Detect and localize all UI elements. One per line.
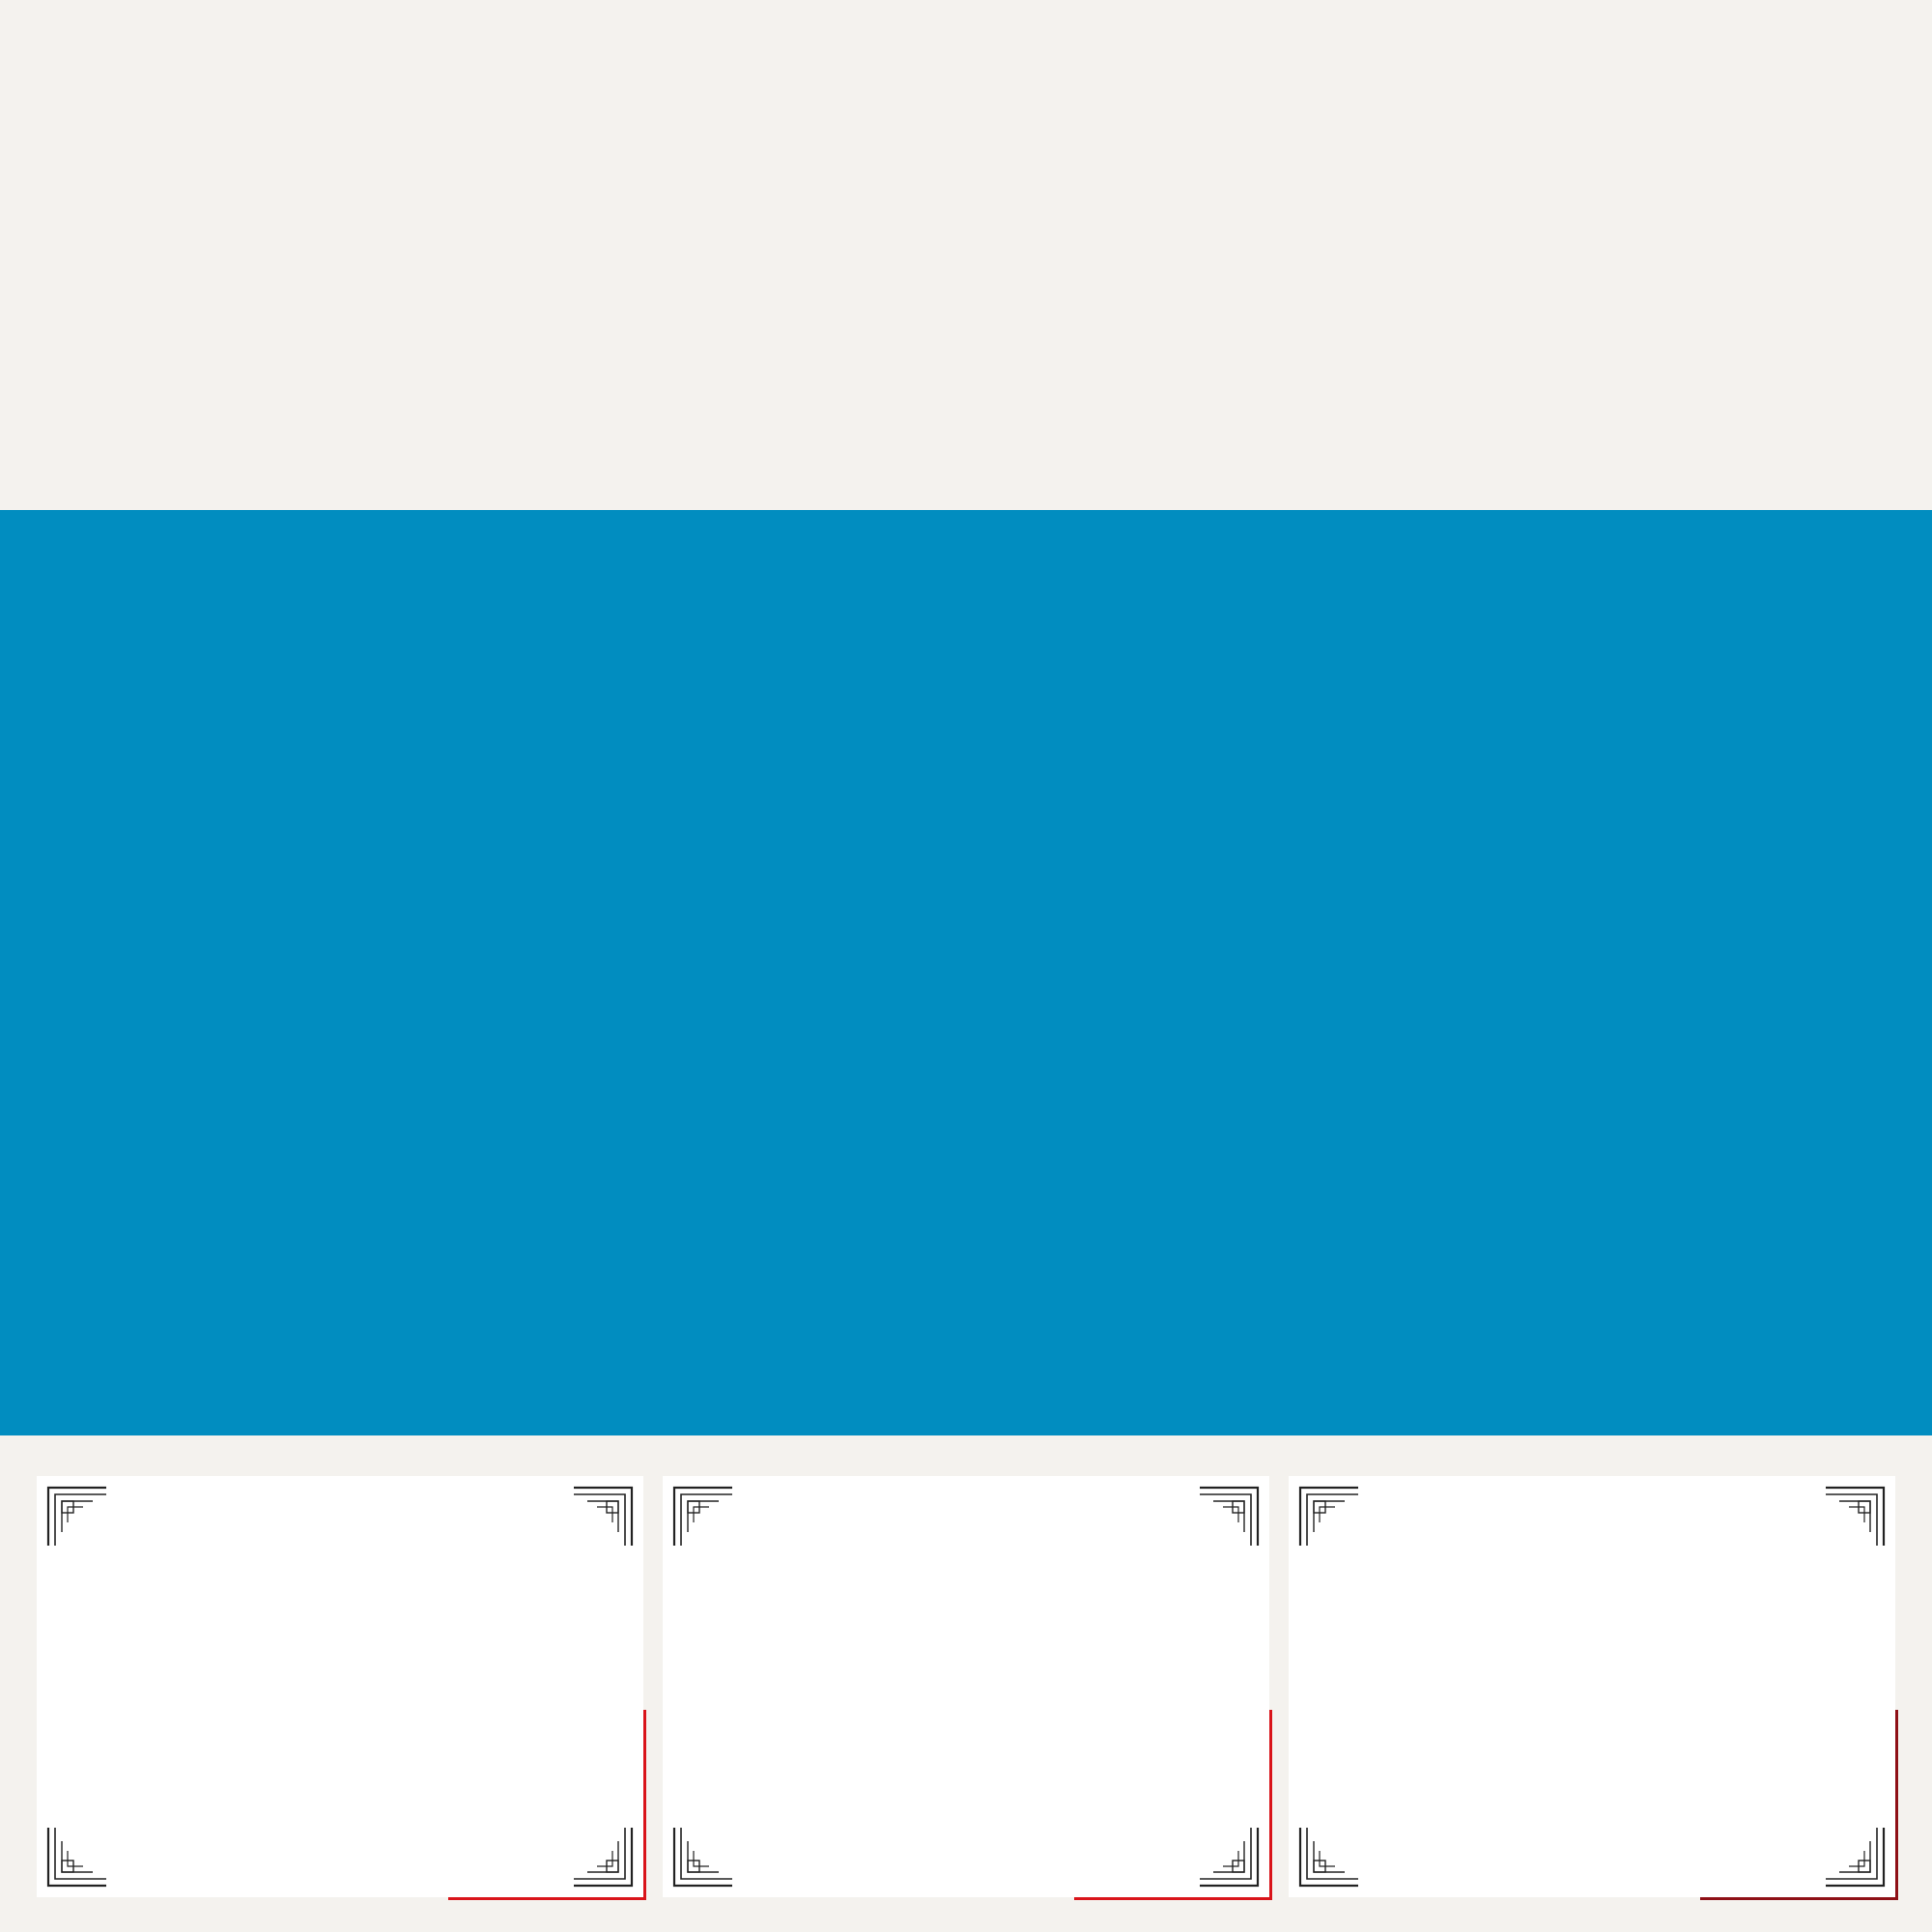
corner-ornament-icon [570, 1824, 636, 1889]
corner-ornament-icon [670, 1484, 736, 1549]
guide-title [1289, 1490, 1895, 1517]
corner-ornament-icon [670, 1824, 736, 1889]
guide-card-2 [663, 1476, 1269, 1897]
corner-ornament-icon [1822, 1824, 1888, 1889]
corner-ornament-icon [1196, 1824, 1262, 1889]
guide-card-3 [1289, 1476, 1895, 1897]
corner-ornament-icon [1196, 1484, 1262, 1549]
corner-ornament-icon [1296, 1824, 1362, 1889]
guide-card-1 [37, 1476, 643, 1897]
topics-band [0, 510, 1932, 1435]
guide-body [79, 1526, 601, 1551]
corner-ornament-icon [44, 1824, 110, 1889]
guide-intro [79, 1526, 601, 1551]
